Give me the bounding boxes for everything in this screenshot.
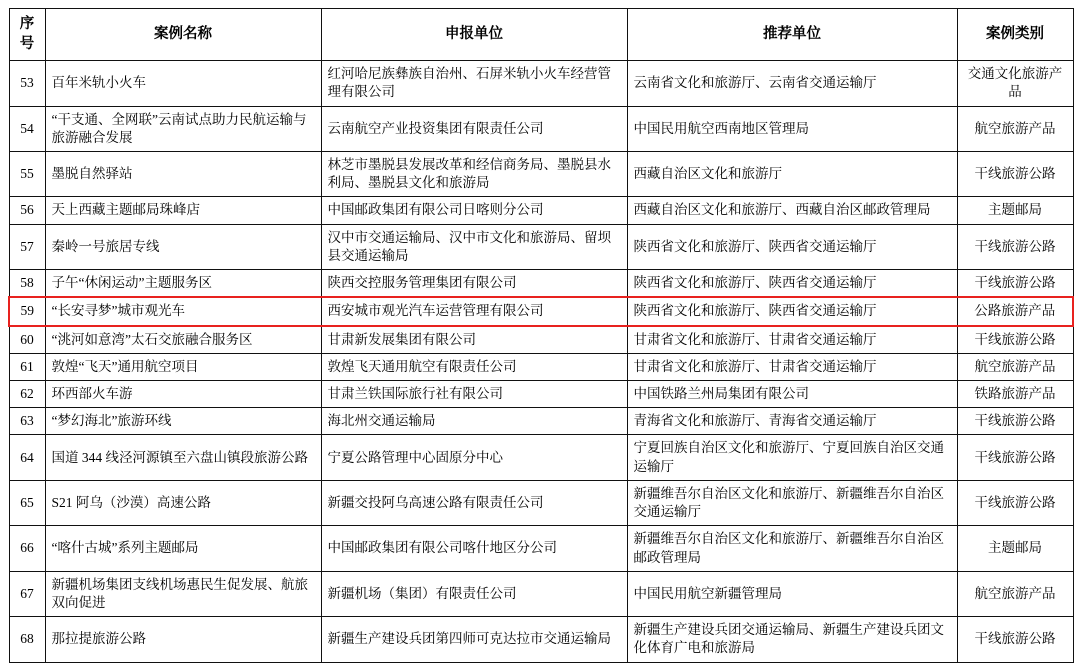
- cell-recommend: 青海省文化和旅游厅、青海省交通运输厅: [627, 408, 957, 435]
- cell-apply: 汉中市交通运输局、汉中市文化和旅游局、留坝县交通运输局: [321, 224, 627, 269]
- cell-type: 干线旅游公路: [957, 152, 1073, 197]
- cell-no: 62: [9, 380, 45, 407]
- table-row: [9, 526, 1073, 571]
- cell-recommend: 新疆维吾尔自治区文化和旅游厅、新疆维吾尔自治区交通运输厅: [627, 480, 957, 525]
- cell-recommend: 新疆维吾尔自治区文化和旅游厅、新疆维吾尔自治区邮政管理局: [627, 526, 957, 571]
- cell-recommend: 中国铁路兰州局集团有限公司: [627, 380, 957, 407]
- table-row: [9, 408, 1073, 435]
- cell-no: 55: [9, 152, 45, 197]
- cell-type: 干线旅游公路: [957, 326, 1073, 354]
- table-row: [9, 152, 1073, 197]
- cell-type: 干线旅游公路: [957, 270, 1073, 298]
- table-row: [9, 224, 1073, 269]
- cell-no: 65: [9, 480, 45, 525]
- column-header-name: 案例名称: [45, 9, 321, 61]
- cell-name: “梦幻海北”旅游环线: [45, 408, 321, 435]
- cell-type: 干线旅游公路: [957, 435, 1073, 480]
- cell-recommend: 中国民用航空西南地区管理局: [627, 106, 957, 151]
- cell-name: 环西部火车游: [45, 380, 321, 407]
- table-header: [9, 9, 1073, 61]
- cell-no: 68: [9, 617, 45, 662]
- table-row: [9, 270, 1073, 298]
- cell-apply: 红河哈尼族彝族自治州、石屏米轨小火车经营管理有限公司: [321, 61, 627, 106]
- table-row: [9, 380, 1073, 407]
- cell-apply: 中国邮政集团有限公司喀什地区分公司: [321, 526, 627, 571]
- table-row: [9, 197, 1073, 224]
- cell-no: 58: [9, 270, 45, 298]
- table-row: [9, 326, 1073, 354]
- cell-recommend: 陕西省文化和旅游厅、陕西省交通运输厅: [627, 224, 957, 269]
- cell-recommend: 陕西省文化和旅游厅、陕西省交通运输厅: [627, 297, 957, 325]
- cell-name: “长安寻梦”城市观光车: [45, 297, 321, 325]
- cell-type: 干线旅游公路: [957, 617, 1073, 662]
- cell-apply: 中国邮政集团有限公司日喀则分公司: [321, 197, 627, 224]
- cell-apply: 新疆生产建设兵团第四师可克达拉市交通运输局: [321, 617, 627, 662]
- table-row: [9, 297, 1073, 325]
- cell-type: 公路旅游产品: [957, 297, 1073, 325]
- cell-name: 敦煌“飞天”通用航空项目: [45, 353, 321, 380]
- cell-apply: 海北州交通运输局: [321, 408, 627, 435]
- cell-name: 国道 344 线泾河源镇至六盘山镇段旅游公路: [45, 435, 321, 480]
- column-header-type: 案例类别: [957, 9, 1073, 61]
- cell-recommend: 宁夏回族自治区文化和旅游厅、宁夏回族自治区交通运输厅: [627, 435, 957, 480]
- cell-apply: 新疆机场（集团）有限责任公司: [321, 571, 627, 616]
- cell-type: 干线旅游公路: [957, 408, 1073, 435]
- cell-apply: 陕西交控服务管理集团有限公司: [321, 270, 627, 298]
- cell-name: 百年米轨小火车: [45, 61, 321, 106]
- cell-no: 59: [9, 297, 45, 325]
- cell-type: 航空旅游产品: [957, 106, 1073, 151]
- table-row: [9, 353, 1073, 380]
- cell-no: 56: [9, 197, 45, 224]
- cell-name: 新疆机场集团支线机场惠民生促发展、航旅双向促进: [45, 571, 321, 616]
- cell-recommend: 云南省文化和旅游厅、云南省交通运输厅: [627, 61, 957, 106]
- cell-no: 54: [9, 106, 45, 151]
- cell-name: 那拉提旅游公路: [45, 617, 321, 662]
- cell-name: 子午“休闲运动”主题服务区: [45, 270, 321, 298]
- cell-recommend: 陕西省文化和旅游厅、陕西省交通运输厅: [627, 270, 957, 298]
- table-row: [9, 571, 1073, 616]
- cell-no: 61: [9, 353, 45, 380]
- cell-apply: 西安城市观光汽车运营管理有限公司: [321, 297, 627, 325]
- cell-type: 航空旅游产品: [957, 571, 1073, 616]
- column-header-recommend: 推荐单位: [627, 9, 957, 61]
- cell-recommend: 西藏自治区文化和旅游厅: [627, 152, 957, 197]
- cell-apply: 宁夏公路管理中心固原分中心: [321, 435, 627, 480]
- cell-no: 57: [9, 224, 45, 269]
- cell-no: 63: [9, 408, 45, 435]
- table-row: [9, 480, 1073, 525]
- cell-name: S21 阿乌（沙漠）高速公路: [45, 480, 321, 525]
- column-header-no: 序号: [9, 9, 45, 61]
- table-row: [9, 61, 1073, 106]
- table-header-row: [9, 9, 1073, 61]
- table-body: [9, 61, 1073, 662]
- cell-no: 67: [9, 571, 45, 616]
- cell-apply: 云南航空产业投资集团有限责任公司: [321, 106, 627, 151]
- cell-apply: 新疆交投阿乌高速公路有限责任公司: [321, 480, 627, 525]
- cell-name: 天上西藏主题邮局珠峰店: [45, 197, 321, 224]
- cell-recommend: 新疆生产建设兵团交通运输局、新疆生产建设兵团文化体育广电和旅游局: [627, 617, 957, 662]
- cell-type: 交通文化旅游产品: [957, 61, 1073, 106]
- cell-recommend: 甘肃省文化和旅游厅、甘肃省交通运输厅: [627, 326, 957, 354]
- cell-name: “洮河如意湾”太石交旅融合服务区: [45, 326, 321, 354]
- cell-no: 53: [9, 61, 45, 106]
- cell-recommend: 西藏自治区文化和旅游厅、西藏自治区邮政管理局: [627, 197, 957, 224]
- cell-name: 秦岭一号旅居专线: [45, 224, 321, 269]
- cell-type: 主题邮局: [957, 197, 1073, 224]
- cell-apply: 敦煌飞天通用航空有限责任公司: [321, 353, 627, 380]
- table-row: [9, 106, 1073, 151]
- cell-name: 墨脱自然驿站: [45, 152, 321, 197]
- cell-type: 主题邮局: [957, 526, 1073, 571]
- cell-type: 航空旅游产品: [957, 353, 1073, 380]
- cell-recommend: 中国民用航空新疆管理局: [627, 571, 957, 616]
- cell-apply: 林芝市墨脱县发展改革和经信商务局、墨脱县水利局、墨脱县文化和旅游局: [321, 152, 627, 197]
- column-header-apply: 申报单位: [321, 9, 627, 61]
- cell-no: 66: [9, 526, 45, 571]
- cell-type: 干线旅游公路: [957, 224, 1073, 269]
- cell-recommend: 甘肃省文化和旅游厅、甘肃省交通运输厅: [627, 353, 957, 380]
- cell-no: 64: [9, 435, 45, 480]
- cell-type: 干线旅游公路: [957, 480, 1073, 525]
- cell-name: “喀什古城”系列主题邮局: [45, 526, 321, 571]
- cell-name: “干支通、全网联”云南试点助力民航运输与旅游融合发展: [45, 106, 321, 151]
- table-row: [9, 435, 1073, 480]
- cell-apply: 甘肃兰铁国际旅行社有限公司: [321, 380, 627, 407]
- table-row: [9, 617, 1073, 662]
- cell-no: 60: [9, 326, 45, 354]
- case-list-table: [8, 8, 1074, 663]
- cell-type: 铁路旅游产品: [957, 380, 1073, 407]
- cell-apply: 甘肃新发展集团有限公司: [321, 326, 627, 354]
